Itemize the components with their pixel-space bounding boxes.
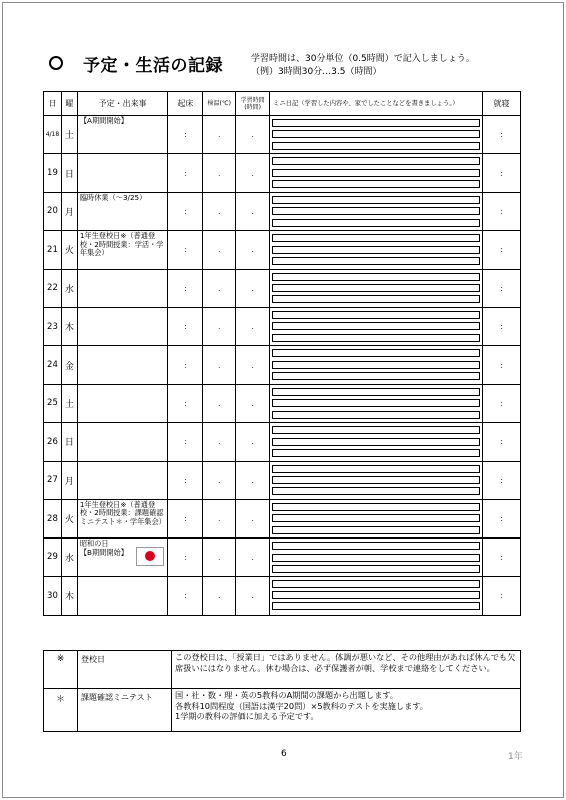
note-row-attendance [44,651,520,689]
day-cell: 4/18 [44,116,62,153]
table-row [44,500,520,538]
event-cell[interactable] [78,462,169,499]
day-cell: 23 [44,308,62,345]
day-cell: 21 [44,231,62,268]
schedule-table [43,91,521,616]
study-hours-field[interactable]: . [236,231,270,268]
wake-time-field[interactable]: : [168,116,203,153]
diary-line[interactable] [272,169,480,177]
weekday-cell: 木 [62,577,78,615]
diary-line[interactable] [272,157,480,165]
wake-time-field[interactable]: : [168,385,203,422]
table-row [44,116,520,154]
sleep-time-field[interactable]: : [500,206,503,216]
day-cell: 24 [44,346,62,383]
column-header-wake: 起床 [168,92,203,115]
table-row [44,577,520,615]
sleep-time-field[interactable]: : [500,130,503,140]
sleep-time-field[interactable]: : [500,245,503,255]
column-header-event: 予定・出来事 [78,92,169,115]
column-header-sleep: 就寝 [493,99,510,108]
study-hours-field[interactable]: . [236,346,270,383]
diary-line[interactable] [272,273,480,281]
event-cell[interactable] [78,116,169,153]
note-term: 課題確認ミニテスト [78,689,172,731]
circle-bullet-icon [49,56,63,70]
diary-line[interactable] [272,526,480,534]
sleep-time-field[interactable]: : [500,552,503,562]
page [2,2,564,798]
diary-line[interactable] [272,284,480,292]
diary-line[interactable] [272,476,480,484]
table-body [44,116,520,615]
wake-time-field[interactable]: : [168,346,203,383]
weekday-cell: 火 [62,231,78,268]
day-cell: 22 [44,270,62,307]
sleep-time-field[interactable]: : [500,514,503,524]
note-term: 登校日 [78,651,172,688]
diary-line[interactable] [272,372,480,380]
day-cell: 26 [44,423,62,460]
diary-line[interactable] [272,591,480,599]
diary-line[interactable] [272,565,480,573]
study-hours-field[interactable]: . [236,116,270,153]
mini-diary-field[interactable] [270,116,483,153]
mini-diary-field[interactable] [270,577,483,615]
note-description: 国・社・数・理・英の5教科のA期間の課題から出題します。 各教科10問程度（国語は漢字20問）×5教科のテストを実施します。 1学期の教科の評価に加える予定です。 [175,690,428,722]
diary-line[interactable] [272,322,480,330]
mini-diary-field[interactable] [270,539,483,575]
event-cell[interactable] [78,423,169,460]
mini-diary-field[interactable] [270,193,483,230]
diary-line[interactable] [272,602,480,610]
note-description: この登校日は、「授業日」ではありません。体調が悪いなど、その他理由があれば休んでも欠席扱いにはなりません。休む場合は、必ず保護者が朝、学校まで連絡をしてください。 [175,652,516,673]
wake-time-field[interactable]: : [168,462,203,499]
study-hours-field[interactable]: . [236,423,270,460]
diary-line[interactable] [272,234,480,242]
diary-line[interactable] [272,388,480,396]
day-cell: 30 [44,577,62,615]
diary-line[interactable] [272,411,480,419]
diary-line[interactable] [272,514,480,522]
diary-line[interactable] [272,580,480,588]
column-header-diary: ミニ日記（学習した内容や、家でしたことなどを書きましょう。） [270,92,483,115]
weekday-cell: 木 [62,308,78,345]
study-hours-field[interactable]: . [236,462,270,499]
diary-line[interactable] [272,119,480,127]
diary-line[interactable] [272,361,480,369]
diary-line[interactable] [272,130,480,138]
mini-diary-field[interactable] [270,346,483,383]
temperature-field[interactable]: . [203,270,236,307]
wake-time-field[interactable]: : [168,500,203,537]
event-cell[interactable] [78,231,169,268]
study-hours-field[interactable]: . [236,308,270,345]
diary-line[interactable] [272,426,480,434]
header-note-line-2: （例）3時間30分…3.5（時間） [251,67,382,77]
grade-label: 1年 [508,752,523,762]
mini-diary-field[interactable] [270,231,483,268]
diary-line[interactable] [272,487,480,495]
event-cell[interactable] [78,193,169,230]
diary-line[interactable] [272,257,480,265]
diary-line[interactable] [272,438,480,446]
wake-time-field[interactable]: : [168,423,203,460]
wake-time-field[interactable]: : [168,193,203,230]
note-row-minitest [44,689,520,731]
wake-time-field[interactable]: : [168,154,203,191]
mini-diary-field[interactable] [270,385,483,422]
diary-line[interactable] [272,334,480,342]
weekday-cell: 日 [62,154,78,191]
weekday-cell: 月 [62,462,78,499]
column-header-study-line-2: (時間) [244,103,261,111]
temperature-field[interactable]: . [203,462,236,499]
sleep-time-field[interactable]: : [500,591,503,601]
sleep-time-field[interactable]: : [500,398,503,408]
weekday-cell: 土 [62,385,78,422]
table-header-row [44,92,520,116]
diary-line[interactable] [272,542,480,550]
diary-line[interactable] [272,142,480,150]
diary-line[interactable] [272,503,480,511]
diary-line[interactable] [272,196,480,204]
table-row [44,231,520,269]
mini-diary-field[interactable] [270,308,483,345]
column-header-study-line-1: 学習時間 [240,96,265,104]
event-text: 【A期間開始】 [79,116,128,125]
mini-diary-field[interactable] [270,462,483,499]
table-row [44,385,520,423]
header-note [251,53,475,79]
sleep-time-field[interactable]: : [500,437,503,447]
column-header-day: 日 [44,92,62,115]
weekday-cell: 水 [62,539,78,575]
table-row [44,193,520,231]
diary-line[interactable] [272,449,480,457]
temperature-field[interactable]: . [203,539,236,575]
event-cell[interactable] [78,500,169,537]
day-cell: 20 [44,193,62,230]
japan-flag-icon [136,547,164,566]
table-row [44,154,520,192]
day-cell: 28 [44,500,62,537]
sleep-time-field[interactable]: : [500,360,503,370]
wake-time-field[interactable]: : [168,270,203,307]
sleep-time-field[interactable]: : [500,322,503,332]
event-text: 昭和の日 【B期間開始】 [79,539,128,557]
temperature-field[interactable]: . [203,500,236,537]
sleep-time-field[interactable]: : [500,475,503,485]
page-title: 予定・生活の記録 [83,56,223,76]
column-header-dow: 曜 [62,92,78,115]
study-hours-field[interactable]: . [236,154,270,191]
event-cell[interactable] [78,346,169,383]
diary-line[interactable] [272,295,480,303]
mini-diary-field[interactable] [270,154,483,191]
temperature-field[interactable]: . [203,308,236,345]
study-hours-field[interactable]: . [236,500,270,537]
table-row [44,308,520,346]
weekday-cell: 月 [62,193,78,230]
diary-line[interactable] [272,219,480,227]
event-cell[interactable] [78,270,169,307]
study-hours-field[interactable]: . [236,539,270,575]
temperature-field[interactable]: . [203,116,236,153]
event-text: 1年生登校日※（普通登校・2時間授業：課題確認ミニテスト＊・学年集会） [79,499,166,526]
header-note-line-1: 学習時間は、30分単位（0.5時間）で記入しましょう。 [251,54,475,64]
mini-diary-field[interactable] [270,270,483,307]
event-cell[interactable] [78,154,169,191]
study-hours-field[interactable]: . [236,385,270,422]
day-cell: 19 [44,154,62,191]
event-text: 臨時休業（～3/25） [79,192,147,202]
table-row [44,346,520,384]
wake-time-field[interactable]: : [168,577,203,615]
wake-time-field[interactable]: : [168,308,203,345]
event-cell[interactable] [78,539,169,575]
diary-line[interactable] [272,180,480,188]
temperature-field[interactable]: . [203,385,236,422]
diary-line[interactable] [272,554,480,562]
mini-diary-field[interactable] [270,423,483,460]
weekday-cell: 土 [62,116,78,153]
diary-line[interactable] [272,399,480,407]
temperature-field[interactable]: . [203,423,236,460]
study-hours-field[interactable]: . [236,577,270,615]
weekday-cell: 日 [62,423,78,460]
sleep-time-field[interactable]: : [500,283,503,293]
diary-line[interactable] [272,207,480,215]
temperature-field[interactable]: . [203,231,236,268]
wake-time-field[interactable]: : [168,539,203,575]
notes-table [43,650,521,732]
table-row [44,270,520,308]
note-mark: ※ [44,651,78,688]
column-header-study [236,92,270,115]
event-cell[interactable] [78,308,169,345]
event-cell[interactable] [78,385,169,422]
page-number: 6 [281,749,287,759]
day-cell: 29 [44,539,62,575]
table-row [44,462,520,500]
event-text: 1年生登校日※（普通登校・2時間授業：学活・学年集会） [79,231,164,257]
event-cell[interactable] [78,577,169,615]
temperature-field[interactable]: . [203,346,236,383]
diary-line[interactable] [272,465,480,473]
diary-line[interactable] [272,349,480,357]
diary-line[interactable] [272,311,480,319]
temperature-field[interactable]: . [203,193,236,230]
day-cell: 27 [44,462,62,499]
note-mark: ＊ [44,689,78,731]
temperature-field[interactable]: . [203,154,236,191]
weekday-cell: 火 [62,500,78,537]
temperature-field[interactable]: . [203,577,236,615]
weekday-cell: 金 [62,346,78,383]
column-header-temp: 検温(℃) [203,92,236,115]
table-row [44,538,520,576]
table-row [44,423,520,461]
study-hours-field[interactable]: . [236,193,270,230]
weekday-cell: 水 [62,270,78,307]
sleep-time-field[interactable]: : [500,168,503,178]
wake-time-field[interactable]: : [168,231,203,268]
mini-diary-field[interactable] [270,500,483,537]
day-cell: 25 [44,385,62,422]
study-hours-field[interactable]: . [236,270,270,307]
diary-line[interactable] [272,246,480,254]
